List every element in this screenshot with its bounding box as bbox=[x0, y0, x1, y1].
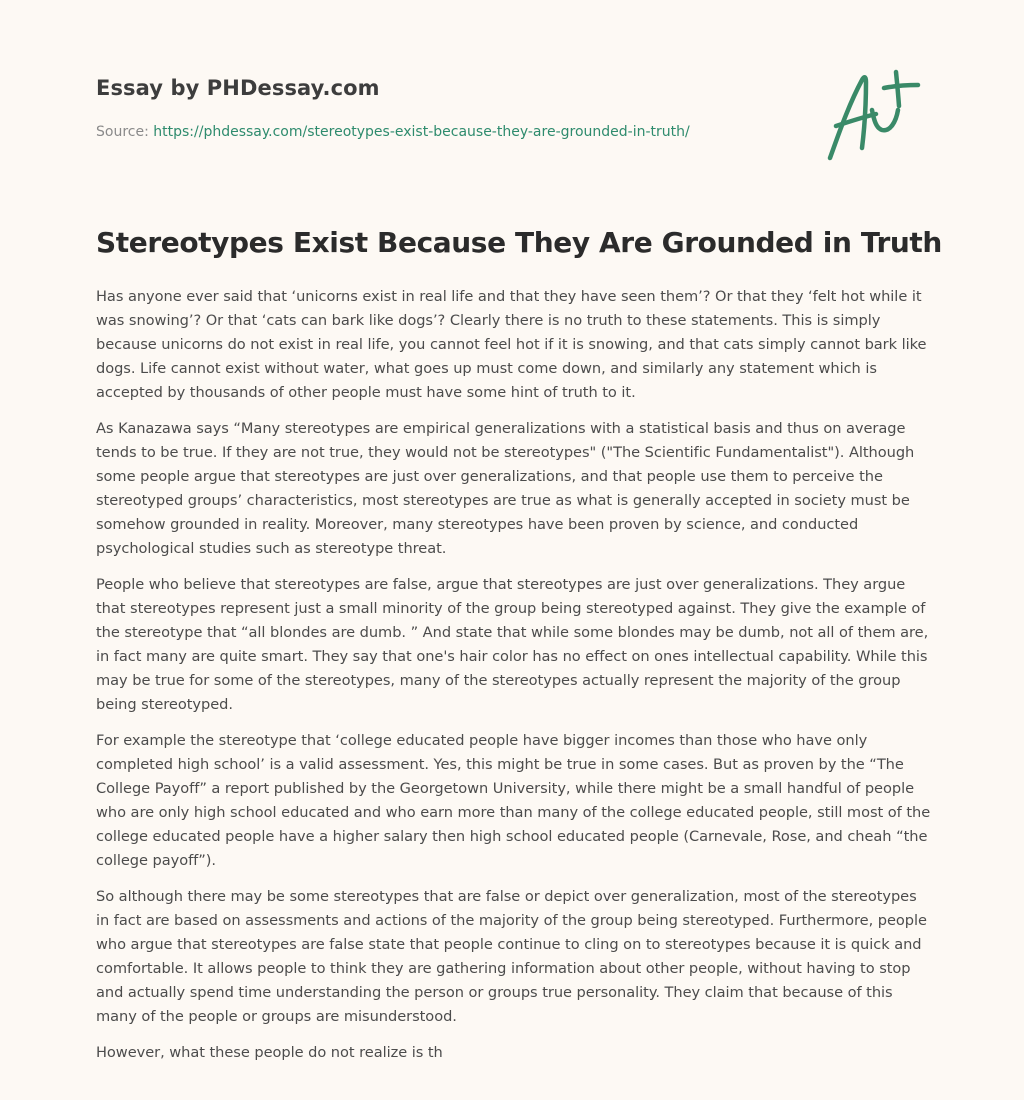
essay-paragraph: As Kanazawa says “Many stereotypes are empirical generalizations with a statistical basis and thus on average tends to be true. If they are not true, they would not be stereotypes" ("The Scientific Fundamentalist"). Although some people argue that stereotypes are just over generalizations, and that people use them to perceive the stereotyped groups’ characteristics, most stereotypes are true as what is generally accepted in society must be somehow grounded in reality. Moreover, many stereotypes have been proven by science, and conducted psychological studies such as stereotype threat. bbox=[96, 420, 915, 557]
essay-header bbox=[96, 76, 796, 140]
essay-paragraph: For example the stereotype that ‘college educated people have bigger incomes than those who have only completed high school’ is a valid assessment. Yes, this might be true in some cases. But as proven by the “The College Payoff” a report published by the Georgetown University, while there might be a small handful of people who are only high school educated and who earn more than many of the college educated people, still most of the college educated people have a higher salary then high school educated people (Carnevale, Rose, and cheah “the college payoff”). bbox=[96, 732, 931, 869]
source-label: Source: bbox=[96, 124, 154, 140]
essay-paragraph: However, what these people do not realize is th bbox=[96, 1044, 443, 1061]
essay-paragraph: Has anyone ever said that ‘unicorns exist in real life and that they have seen them’? Or that they ‘felt hot while it was snowing’? Or that ‘cats can bark like dogs’? Clearly there is no truth to these statements. This is simply because unicorns do not exist in real life, you cannot feel hot if it is snowing, and that cats simply cannot bark like dogs. Life cannot exist without water, what goes up must come down, and similarly any statement which is accepted by thousands of other people must have some hint of truth to it. bbox=[96, 288, 927, 401]
source-line bbox=[96, 124, 690, 140]
site-brand: Essay by PHDessay.com bbox=[96, 76, 380, 100]
source-link[interactable]: https://phdessay.com/stereotypes-exist-because-they-are-grounded-in-truth/ bbox=[153, 124, 690, 140]
a-plus-logo-icon bbox=[820, 66, 930, 166]
essay-title: Stereotypes Exist Because They Are Grounded in Truth bbox=[96, 226, 942, 259]
essay-paragraph: People who believe that stereotypes are false, argue that stereotypes are just over generalizations. They argue that stereotypes represent just a small minority of the group being stereotyped against. They give the example of the stereotype that “all blondes are dumb. ” And state that while some blondes may be dumb, not all of them are, in fact many are quite smart. They say that one's hair color has no effect on ones intellectual capability. While this may be true for some of the stereotypes, many of the stereotypes actually represent the majority of the group being stereotyped. bbox=[96, 576, 929, 713]
essay-paragraph: So although there may be some stereotypes that are false or depict over generalization, most of the stereotypes in fact are based on assessments and actions of the majority of the group being stereotyped. Furthermore, people who argue that stereotypes are false state that people continue to cling on to stereotypes because it is quick and comfortable. It allows people to think they are gathering information about other people, without having to stop and actually spend time understanding the person or groups true personality. They claim that because of this many of the people or groups are misunderstood. bbox=[96, 888, 927, 1025]
essay-body bbox=[96, 285, 934, 1077]
